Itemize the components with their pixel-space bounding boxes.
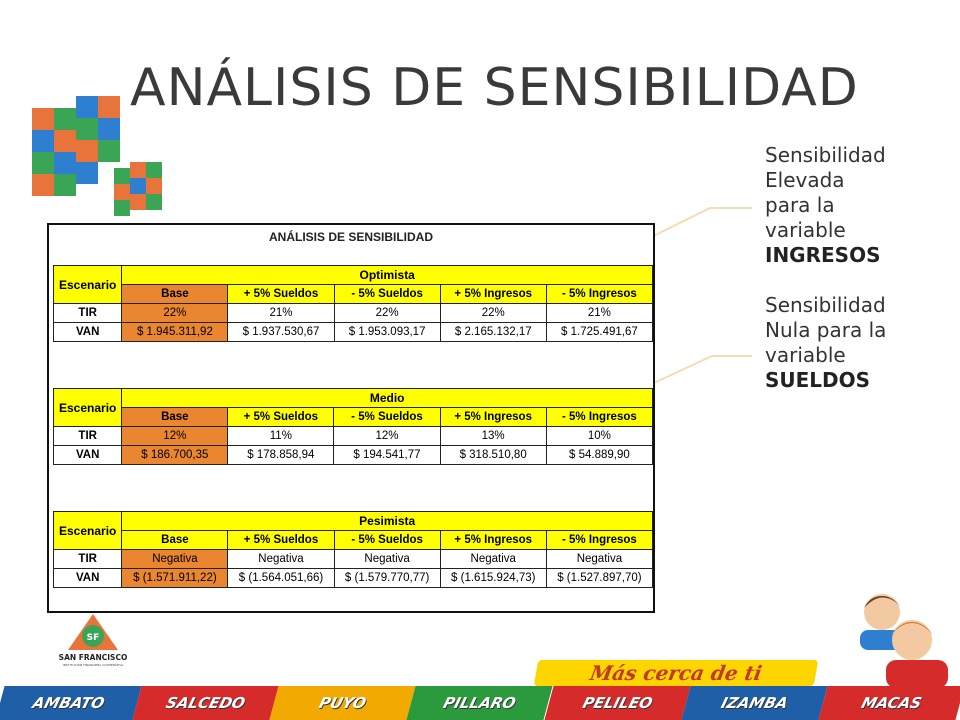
table-cell: 12% (122, 427, 228, 446)
table-cell: $ 54.889,90 (546, 446, 652, 465)
table-cell: 22% (334, 304, 440, 323)
note-sueldos (765, 293, 955, 393)
table-cell: Negativa (334, 550, 440, 569)
column-header: + 5% Ingresos (440, 408, 546, 427)
column-header: + 5% Ingresos (440, 531, 546, 550)
table-cell: Negativa (228, 550, 334, 569)
row-label: VAN (54, 569, 122, 588)
table-cell: 21% (546, 304, 652, 323)
city-label: IZAMBA (681, 686, 827, 720)
logo-subtext: INSTITUCIÓN FINANCIERA COOPERATIVA (62, 663, 124, 667)
city-label: PUYO (270, 686, 416, 720)
cubes-illustration (22, 78, 192, 228)
small-cube (114, 162, 162, 216)
cities-strip (0, 686, 960, 720)
city-label: MACAS (818, 686, 960, 720)
table-cell: $ 194.541,77 (334, 446, 440, 465)
note-ingresos (765, 143, 955, 268)
city-label: AMBATO (0, 686, 142, 720)
note-line: Sensibilidad (765, 143, 886, 167)
scenario-name: Optimista (122, 266, 653, 285)
table-row (54, 569, 653, 588)
table-cell: 22% (122, 304, 228, 323)
table-cell: 10% (546, 427, 652, 446)
table-cell: Negativa (440, 550, 546, 569)
table-cell: Negativa (546, 550, 652, 569)
big-cube (32, 96, 120, 196)
table-cell: $ 178.858,94 (228, 446, 334, 465)
city-label: PELILEO (544, 686, 690, 720)
column-header: Base (122, 408, 228, 427)
column-header: - 5% Sueldos (334, 408, 440, 427)
table-row (54, 427, 653, 446)
column-header: - 5% Ingresos (546, 285, 652, 304)
table-cell: $ 2.165.132,17 (440, 323, 546, 342)
kids-photo (820, 588, 960, 688)
note-line: Nula para la (765, 318, 887, 342)
table-cell: 22% (440, 304, 546, 323)
note-line: variable (765, 218, 846, 242)
table-cell: 13% (440, 427, 546, 446)
table-cell: $ (1.579.770,77) (334, 569, 440, 588)
scenario-block-pesimista (53, 511, 653, 588)
city-label: SALCEDO (133, 686, 279, 720)
scenario-block-optimista (53, 265, 653, 342)
table-row (54, 446, 653, 465)
note-line: para la (765, 193, 835, 217)
table-row (54, 323, 653, 342)
note-emphasis: SUELDOS (765, 368, 871, 392)
table-cell: $ 318.510,80 (440, 446, 546, 465)
table-cell: 11% (228, 427, 334, 446)
slogan-banner: Más cerca de ti (534, 660, 819, 686)
row-label: VAN (54, 323, 122, 342)
scenario-label: Escenario (54, 389, 122, 427)
scenario-label: Escenario (54, 512, 122, 550)
row-label: TIR (54, 304, 122, 323)
row-label: TIR (54, 550, 122, 569)
table-cell: 21% (228, 304, 334, 323)
table-cell: $ 1.937.530,67 (228, 323, 334, 342)
table-cell: $ (1.527.897,70) (546, 569, 652, 588)
company-logo (48, 612, 138, 667)
column-header: - 5% Ingresos (546, 531, 652, 550)
column-header: + 5% Sueldos (228, 408, 334, 427)
logo-text: SAN FRANCISCO (58, 653, 128, 662)
row-label: TIR (54, 427, 122, 446)
table-title: ANÁLISIS DE SENSIBILIDAD (268, 230, 433, 244)
column-header: - 5% Sueldos (334, 531, 440, 550)
note-line: Elevada (765, 168, 845, 192)
note-line: Sensibilidad (765, 293, 886, 317)
scenario-label: Escenario (54, 266, 122, 304)
table-cell: $ (1.564.051,66) (228, 569, 334, 588)
logo-mark: SF (86, 633, 100, 643)
column-header: + 5% Ingresos (440, 285, 546, 304)
scenario-block-medio (53, 388, 653, 465)
scenario-name: Medio (122, 389, 653, 408)
table-cell: 12% (334, 427, 440, 446)
table-cell: $ (1.571.911,22) (122, 569, 228, 588)
side-notes (765, 143, 955, 418)
table-cell: Negativa (122, 550, 228, 569)
column-header: - 5% Ingresos (546, 408, 652, 427)
table-cell: $ 186.700,35 (122, 446, 228, 465)
row-label: VAN (54, 446, 122, 465)
note-line: variable (765, 343, 846, 367)
city-label: PILLARO (407, 686, 553, 720)
table-row (54, 550, 653, 569)
table-cell: $ 1.945.311,92 (122, 323, 228, 342)
column-header: - 5% Sueldos (334, 285, 440, 304)
note-emphasis: INGRESOS (765, 243, 881, 267)
sensitivity-table-panel (47, 223, 655, 613)
table-row (54, 304, 653, 323)
slide-title: ANÁLISIS DE SENSIBILIDAD (130, 58, 859, 118)
column-header: Base (122, 285, 228, 304)
column-header: + 5% Sueldos (228, 531, 334, 550)
table-cell: $ 1.953.093,17 (334, 323, 440, 342)
column-header: Base (122, 531, 228, 550)
scenario-name: Pesimista (122, 512, 653, 531)
table-cell: $ 1.725.491,67 (546, 323, 652, 342)
table-cell: $ (1.615.924,73) (440, 569, 546, 588)
column-header: + 5% Sueldos (228, 285, 334, 304)
